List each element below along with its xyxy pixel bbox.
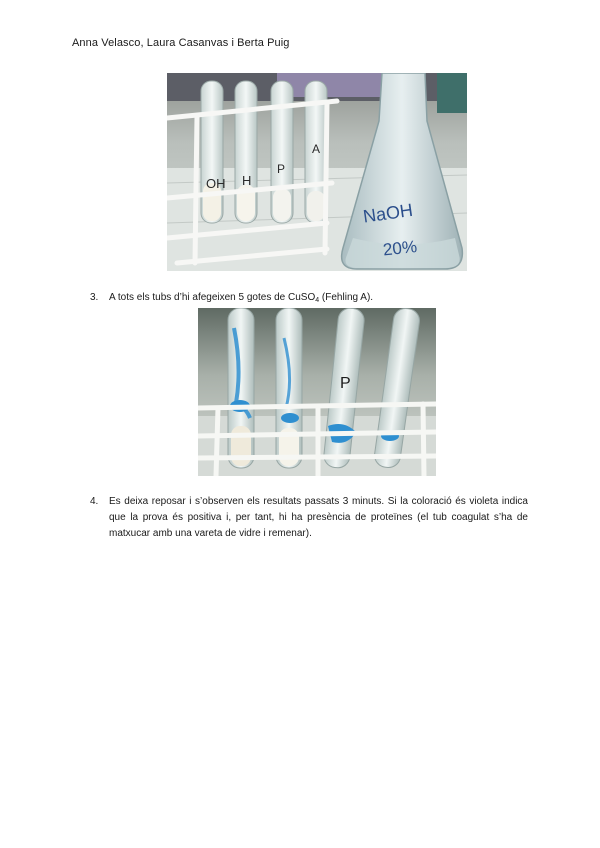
lab-photo-test-tubes-naoh — [167, 73, 467, 271]
tube-label-4: A — [312, 142, 321, 156]
tube-label-1: OH — [206, 176, 226, 191]
step-3-text — [109, 290, 373, 309]
step-4-number: 4. — [90, 496, 99, 507]
tube-label-2: H — [242, 173, 252, 188]
tube-label-p: P — [340, 375, 351, 392]
step-3-subscript: 4 — [315, 297, 320, 304]
step-3 — [90, 290, 530, 306]
page-header-authors: Anna Velasco, Laura Casanvas i Berta Puig — [72, 37, 290, 49]
step-3-number: 3. — [90, 292, 99, 303]
lab-photo-cuso4-added — [198, 308, 436, 476]
step-3-text-end: (Fehling A). — [319, 292, 374, 303]
tube-label-3: P — [277, 162, 286, 176]
flask-label-concentration: 20% — [382, 237, 418, 260]
step-4 — [90, 494, 528, 544]
flask-label-naoh: NaOH — [361, 199, 415, 227]
step-4-text: Es deixa reposar i s’observen els resultats passats 3 minuts. Si la coloració és violeta indica que la prova és positiva i, per tant, hi ha presència de proteïnes (el tub coagulat s’ha de matxucar amb una vareta de vidre i remenar). — [109, 496, 528, 539]
step-3-text-main: A tots els tubs d’hi afegeixen 5 gotes de CuSO — [109, 292, 316, 303]
